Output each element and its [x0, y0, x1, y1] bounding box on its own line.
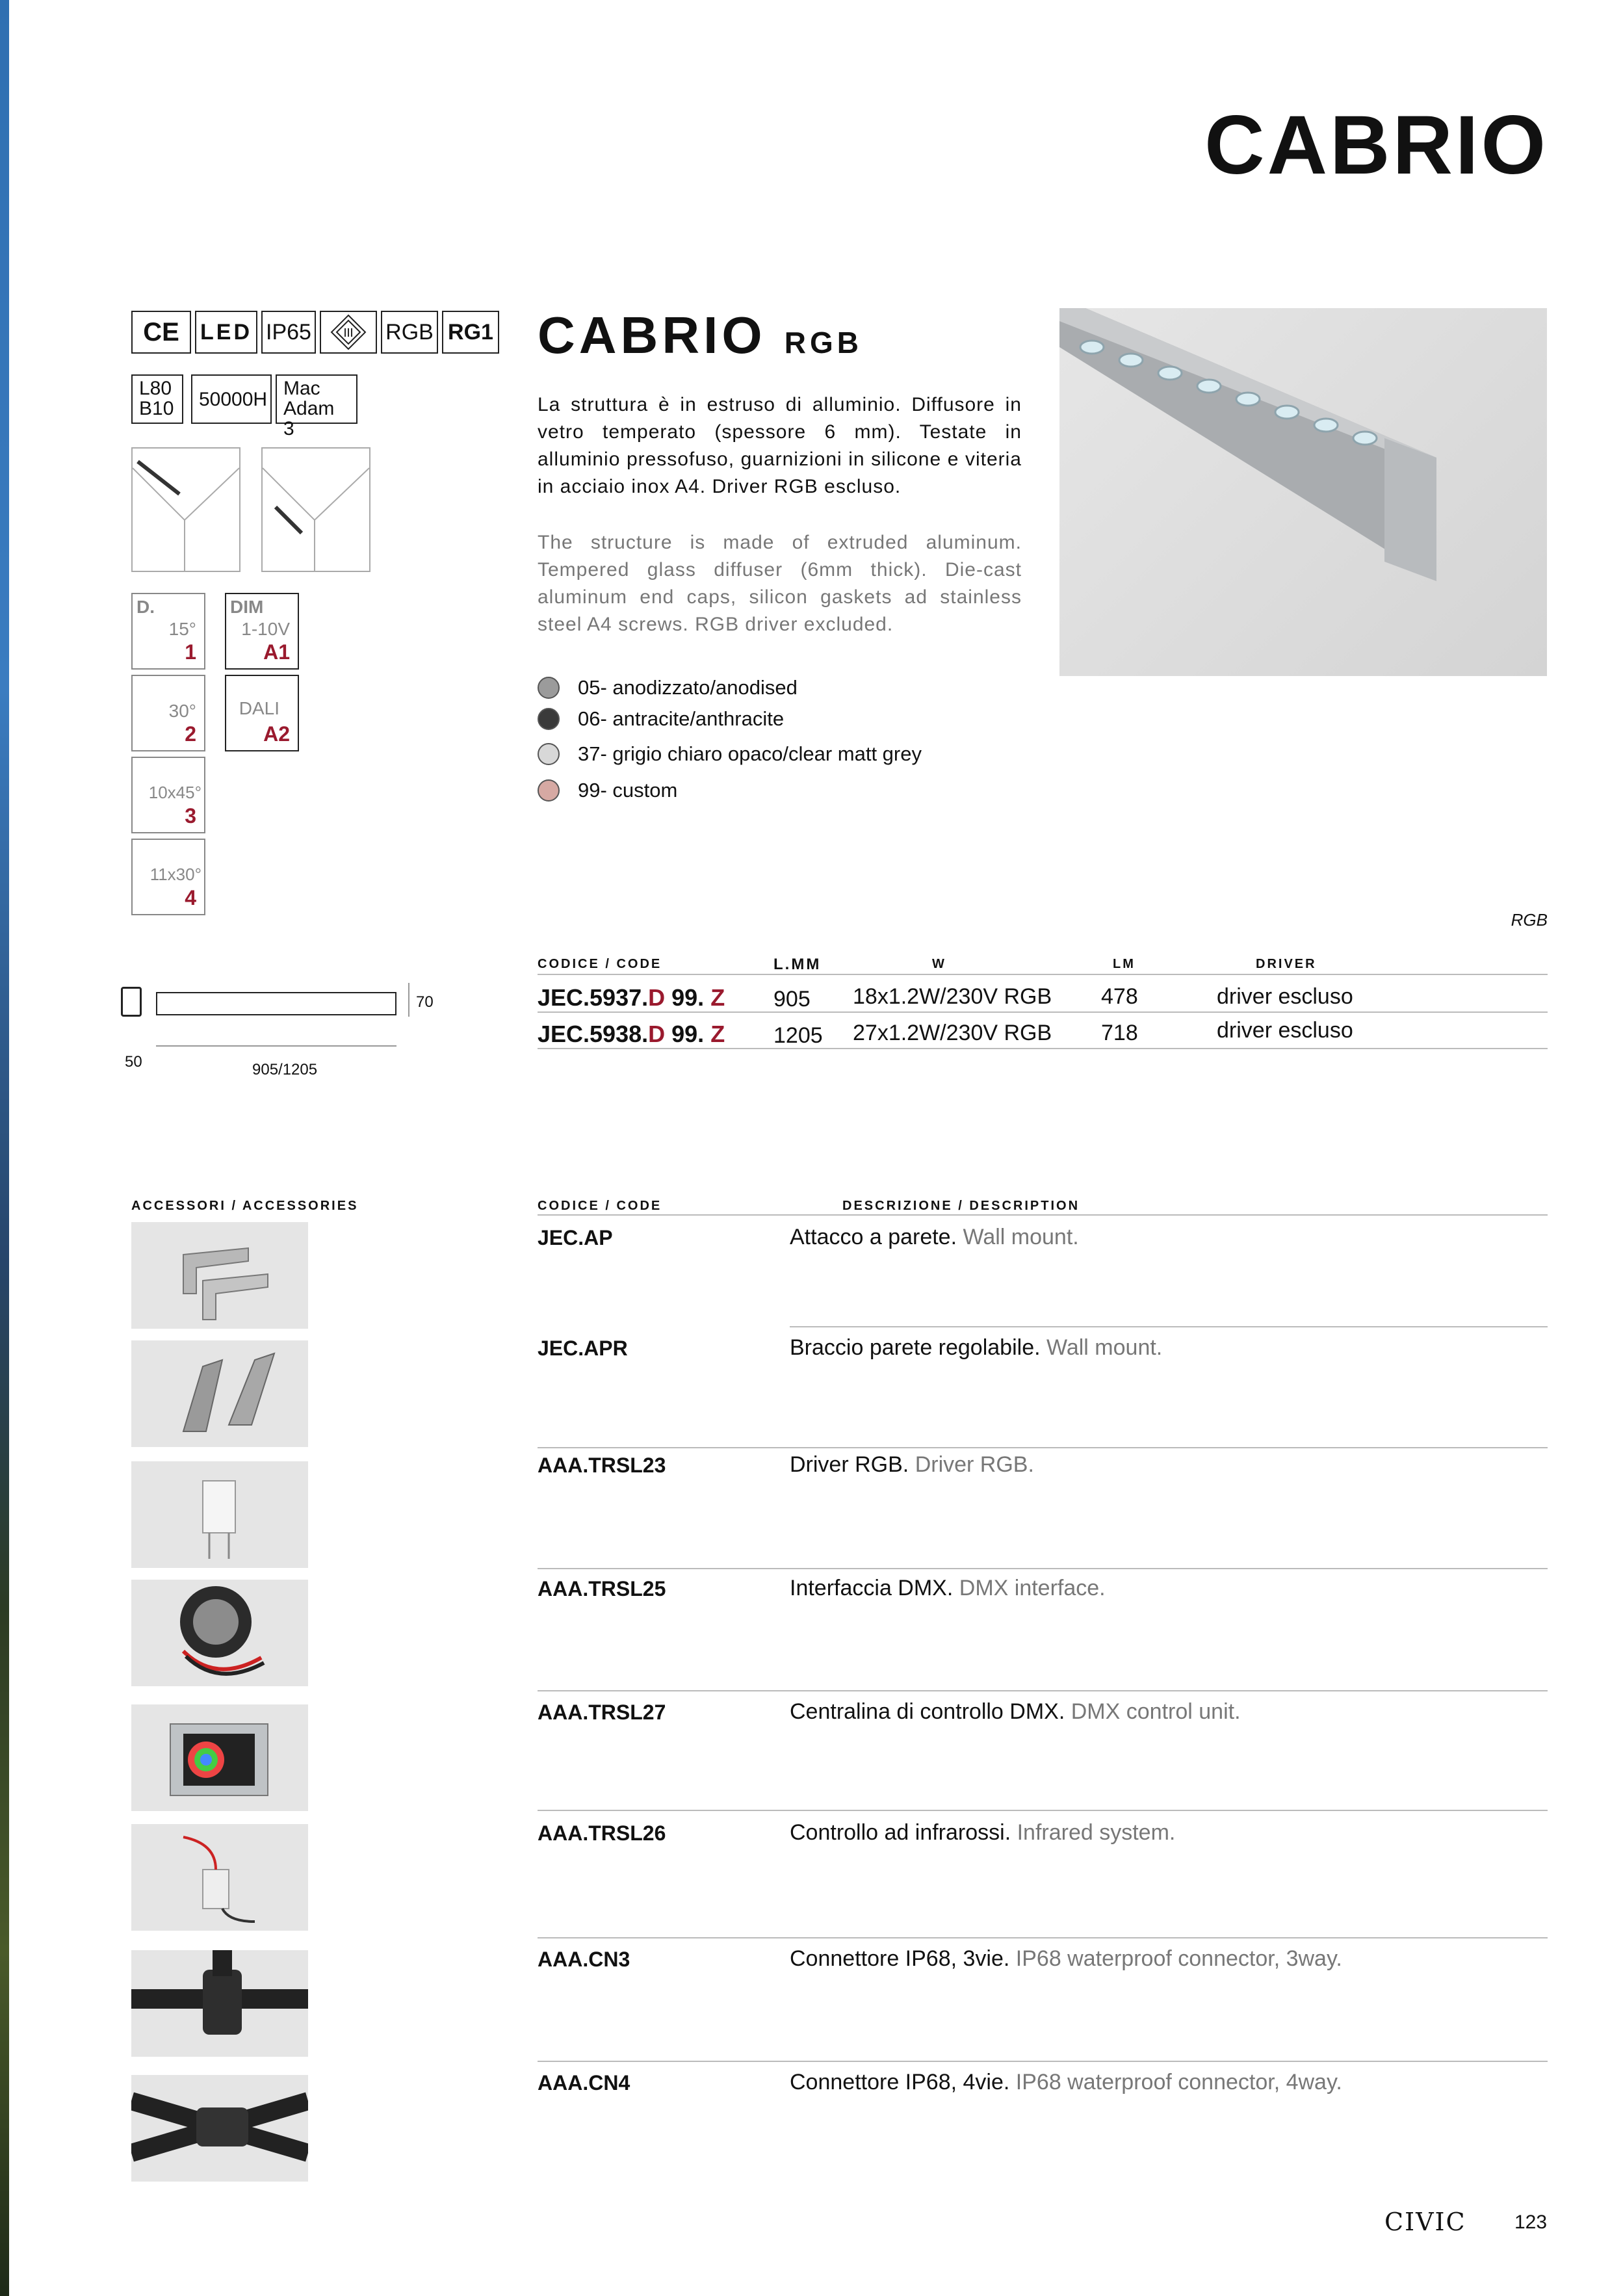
- length-dimension: 905/1205: [252, 1061, 318, 1078]
- finish-swatch: [538, 779, 560, 802]
- accessory-description: Braccio parete regolabile. Wall mount.: [790, 1335, 1163, 1360]
- length-dim-line: [156, 1045, 396, 1047]
- col-header-driver: DRIVER: [1256, 957, 1317, 971]
- finish-option: 37- grigio chiaro opaco/clear matt grey: [538, 742, 922, 766]
- accessory-code: JEC.AP: [538, 1226, 613, 1249]
- table-rule: [538, 974, 1548, 975]
- risk-group-mark: RG1: [442, 311, 499, 354]
- row-length: 1205: [773, 1023, 823, 1048]
- finish-swatch: [538, 677, 560, 699]
- accessory-description: Attacco a parete. Wall mount.: [790, 1225, 1079, 1249]
- accessory-code: JEC.APR: [538, 1337, 628, 1360]
- col-header-code: CODICE / CODE: [538, 957, 662, 971]
- ip-rating: IP65: [261, 311, 316, 354]
- svg-text:III: III: [343, 326, 354, 339]
- accessories-rule: [538, 1214, 1548, 1216]
- description-english: The structure is made of extruded aluminum. Tempered glass diffuser (6mm thick). Die-cast aluminum end caps, silicon gaskets ad stainless steel A4 screws. RGB driver excluded.: [538, 532, 1022, 635]
- accessory-description: Driver RGB. Driver RGB.: [790, 1452, 1034, 1477]
- row-watt: 27x1.2W/230V RGB: [853, 1021, 1052, 1045]
- height-dimension: 70: [416, 993, 434, 1011]
- accessories-header: ACCESSORI / ACCESSORIES: [131, 1199, 359, 1213]
- profile-section-drawing: [121, 987, 142, 1017]
- ce-mark: CE: [131, 311, 191, 354]
- dim-option-dali: DALI A2: [225, 675, 299, 751]
- accessory-description: Controllo ad infrarossi. Infrared system.: [790, 1820, 1176, 1845]
- col-header-watt: W: [932, 957, 946, 971]
- accessory-photo-adjustable-arm: [131, 1340, 308, 1447]
- table-rule: [538, 1011, 1548, 1013]
- led-mark: LED: [195, 311, 257, 354]
- product-code: JEC.5937.D 99. Z: [538, 984, 725, 1011]
- table-tag: RGB: [1511, 910, 1548, 930]
- optic-option-15: D. 15° 1: [131, 593, 205, 670]
- optics-header: D.: [136, 597, 155, 617]
- accessory-photo-wall-mount: [131, 1222, 308, 1329]
- optic-option-11x30: 11x30° 4: [131, 839, 205, 915]
- macadam-rating: Mac Adam 3: [276, 374, 357, 424]
- accessory-photo-connector-4way: [131, 2075, 308, 2182]
- accessory-code: AAA.CN3: [538, 1948, 630, 1971]
- accessory-code: AAA.TRSL23: [538, 1454, 666, 1477]
- left-edge-strip: [0, 0, 9, 2296]
- product-variant: RGB: [784, 326, 863, 359]
- accessory-description: Centralina di controllo DMX. DMX control unit.: [790, 1699, 1241, 1724]
- accessory-photo-driver: [131, 1461, 308, 1568]
- acc-col-header-code: CODICE / CODE: [538, 1199, 662, 1213]
- page-title: CABRIO: [1204, 99, 1548, 192]
- dim-option-1-10v: DIM 1-10V A1: [225, 593, 299, 670]
- accessory-rule: [538, 1568, 1548, 1569]
- finish-option: 99- custom: [538, 779, 677, 802]
- row-lumen: 478: [1101, 984, 1138, 1009]
- class-iii-icon: [320, 311, 377, 354]
- row-driver: driver escluso: [1217, 1018, 1353, 1043]
- accessory-photo-dmx-control-unit: [131, 1704, 308, 1811]
- optic-option-30: 30° 2: [131, 675, 205, 751]
- product-code: JEC.5938.D 99. Z: [538, 1021, 725, 1047]
- accessory-description: Connettore IP68, 3vie. IP68 waterproof connector, 3way.: [790, 1946, 1342, 1971]
- accessory-photo-dmx-interface: [131, 1580, 308, 1686]
- col-header-length: L.MM: [773, 956, 822, 973]
- accessory-description: Interfaccia DMX. DMX interface.: [790, 1576, 1106, 1600]
- row-driver: driver escluso: [1217, 984, 1353, 1009]
- accessory-photo-connector-3way: [131, 1950, 308, 2057]
- col-header-lumen: LM: [1113, 957, 1136, 971]
- rgb-mark: RGB: [381, 311, 438, 354]
- row-watt: 18x1.2W/230V RGB: [853, 984, 1052, 1009]
- table-rule: [538, 1048, 1548, 1049]
- product-photo: [1059, 308, 1547, 676]
- width-dimension: 50: [125, 1053, 142, 1071]
- accessory-code: AAA.TRSL27: [538, 1701, 666, 1724]
- profile-length-drawing: [156, 992, 396, 1015]
- accessory-rule: [538, 2061, 1548, 2062]
- finish-option: 05- anodizzato/anodised: [538, 676, 798, 699]
- accessory-description: Connettore IP68, 4vie. IP68 waterproof connector, 4way.: [790, 2070, 1342, 2094]
- lifetime-rating: L80 B10: [131, 374, 183, 424]
- accessory-rule: [538, 1810, 1548, 1811]
- row-lumen: 718: [1101, 1021, 1138, 1045]
- accessory-rule: [790, 1326, 1548, 1327]
- accessory-rule: [538, 1447, 1548, 1448]
- row-length: 905: [773, 987, 811, 1011]
- finish-option: 06- antracite/anthracite: [538, 707, 784, 731]
- height-dim-line: [408, 983, 409, 1017]
- description-italian: La struttura è in estruso di alluminio. Diffusore in vetro temperato (spessore 6 mm). Testate in alluminio pressofuso, guarnizioni in silicone e viteria in acciaio inox A4. Driver RGB escluso.: [538, 394, 1022, 497]
- accessory-photo-infrared: [131, 1824, 308, 1931]
- accessory-code: AAA.TRSL26: [538, 1821, 666, 1845]
- brand-logo: CIVIC: [1384, 2208, 1466, 2236]
- acc-col-header-description: DESCRIZIONE / DESCRIPTION: [842, 1199, 1080, 1213]
- finish-swatch: [538, 708, 560, 730]
- optic-option-10x45: 10x45° 3: [131, 757, 205, 833]
- accessory-rule: [538, 1937, 1548, 1938]
- accessory-code: AAA.TRSL25: [538, 1577, 666, 1600]
- finish-swatch: [538, 743, 560, 765]
- accessory-code: AAA.CN4: [538, 2071, 630, 2094]
- page-number: 123: [1514, 2211, 1548, 2233]
- hours-rating: 50000H: [191, 374, 272, 424]
- dim-header: DIM: [230, 597, 264, 617]
- product-title: CABRIO RGB: [538, 306, 863, 364]
- mounting-diagram-ceiling: [131, 447, 240, 572]
- mounting-diagram-wall: [261, 447, 370, 572]
- accessory-rule: [538, 1690, 1548, 1691]
